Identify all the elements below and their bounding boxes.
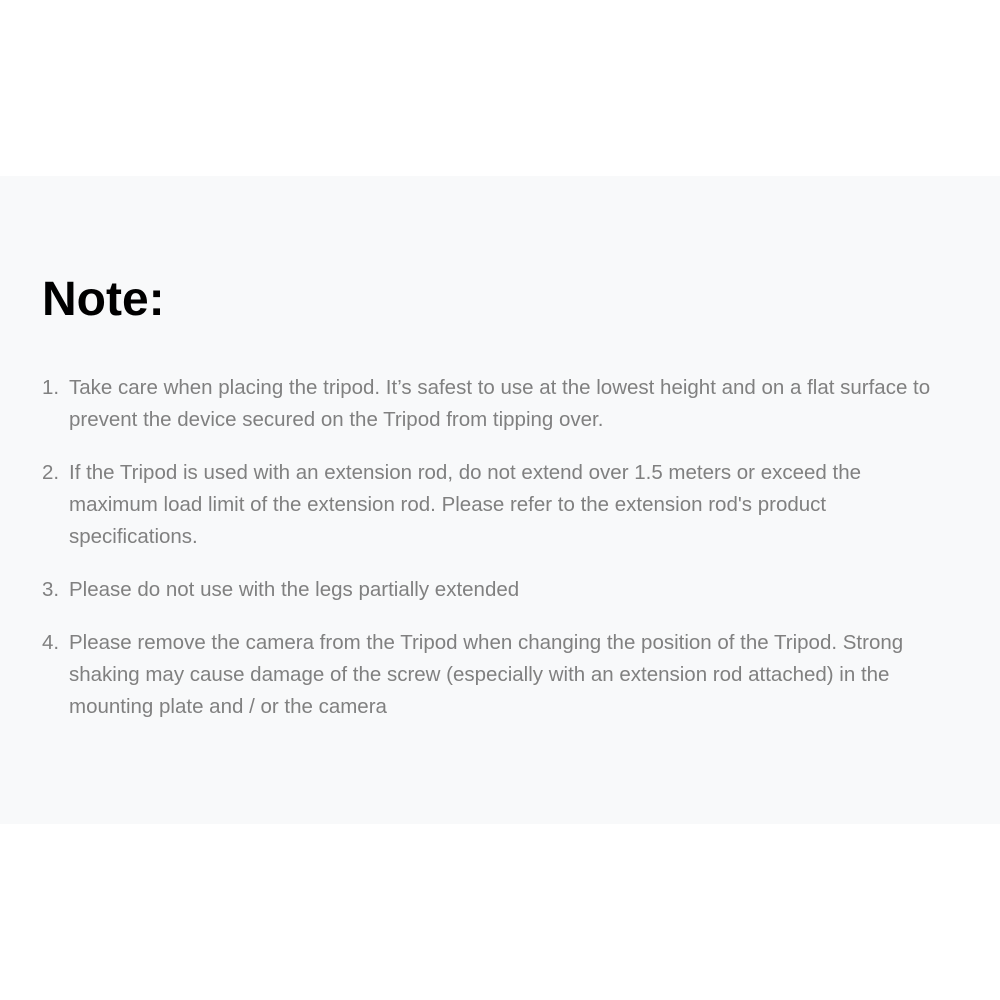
note-item-number: 2. (42, 461, 60, 484)
note-item-text: Take care when placing the tripod. It’s safest to use at the lowest height and on a flat surface to prevent the device secured on the Tripod from tipping over. (69, 376, 931, 431)
note-panel (0, 176, 1000, 824)
note-item-text: Please do not use with the legs partially extended (69, 578, 520, 601)
note-item-number: 1. (42, 376, 60, 399)
note-item-text: If the Tripod is used with an extension rod, do not extend over 1.5 meters or exceed the maximum load limit of the extension rod. Please refer to the extension rod's product specifications. (69, 461, 861, 548)
note-item-2 (42, 457, 952, 553)
note-item-number: 4. (42, 631, 60, 654)
note-item-text: Please remove the camera from the Tripod when changing the position of the Tripod. Strong shaking may cause damage of the screw (especially with an extension rod attached) in the mounting plate and / or the camera (69, 631, 904, 718)
note-item-1 (42, 372, 952, 436)
note-item-number: 3. (42, 578, 60, 601)
note-list (42, 372, 952, 744)
note-title: Note: (42, 273, 165, 326)
note-item-4 (42, 627, 952, 723)
note-item-3 (42, 574, 952, 606)
